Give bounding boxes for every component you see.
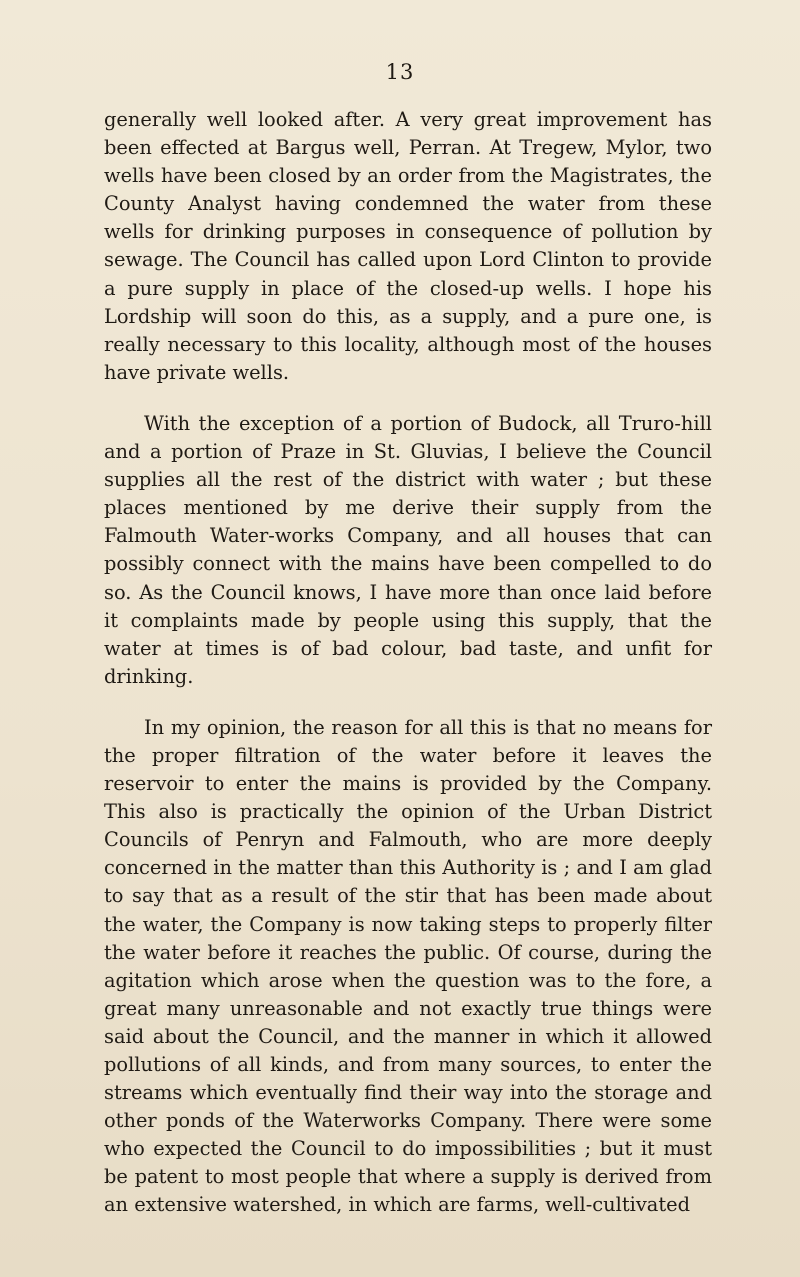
paragraph-1: generally well looked after. A very great improvement has been effected at Bargus well, Perran. At Tregew, Mylor, two wells have been closed by an order from the Magistrates, the County Analyst having condemned the water from these wells for drinking purposes in consequence of pollution by sewage. The Council has called upon Lord Clinton to provide a pure supply in place of the closed-up wells. I hope his Lordship will soon do this, as a supply, and a pure one, is really necessary to this locality, although most of the houses have private wells. — [104, 108, 712, 384]
body-text — [104, 106, 712, 1243]
page-number: 13 — [385, 60, 415, 84]
paragraph-3: In my opinion, the reason for all this is that no means for the proper filtration of the water before it leaves the reservoir to enter the mains is provided by the Company. This also is practically the opinion of the Urban District Councils of Penryn and Falmouth, who are more deeply concerned in the matter than this Authority is ; and I am glad to say that as a result of the stir that has been made about the water, the Company is now taking steps to properly filter the water before it reaches the public. Of course, during the agitation which arose when the question was to the fore, a great many unreasonable and not exactly true things were said about the Council, and the manner in which it allowed pollutions of all kinds, and from many sources, to enter the streams which eventually find their way into the storage and other ponds of the Waterworks Company. There were some who expected the Council to do impossibilities ; but it must be patent to most people that where a supply is derived from an extensive watershed, in which are farms, well-cultivated — [104, 715, 712, 1217]
paragraph-2: With the exception of a portion of Budock, all Truro-hill and a portion of Praze in St. Gluvias, I believe the Council supplies all the rest of the district with water ; but these places mentioned by me derive their supply from the Falmouth Water-works Company, and all houses that can possibly connect with the mains have been compelled to do so. As the Council knows, I have more than once laid before it complaints made by people using this supply, that the water at times is of bad colour, bad taste, and unfit for drinking. — [104, 411, 712, 688]
